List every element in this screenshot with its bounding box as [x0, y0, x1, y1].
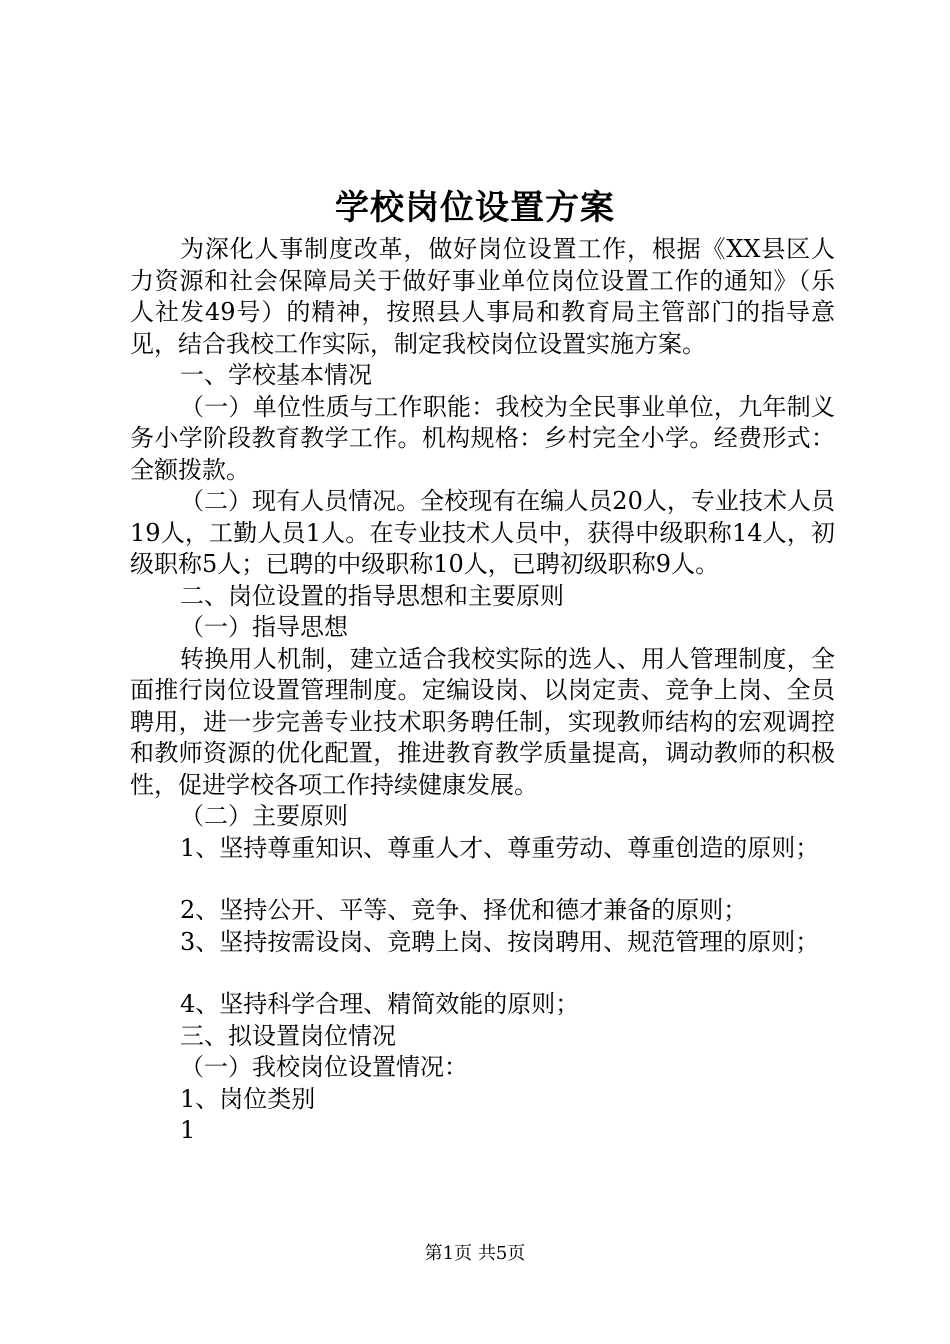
section-heading-basic-info: 一、学校基本情况 — [180, 361, 372, 389]
page-footer: 第1页 共5页 — [424, 1243, 526, 1264]
principle-item-3: 3、坚持按需设岗、竞聘上岗、按岗聘用、规范管理的原则； — [180, 927, 820, 956]
subheading-guiding-thought: （一）指导思想 — [180, 613, 348, 641]
section-heading-guiding-principles: 二、岗位设置的指导思想和主要原则 — [180, 581, 564, 610]
unit-nature-paragraph: （一）单位性质与工作职能：我校为全民事业单位，九年制义务小学阶段教育教学工作。机构规格：乡村完全小学。经费形式：全额拨款。 — [130, 392, 835, 484]
principle-item-1: 1、坚持尊重知识、尊重人才、尊重劳动、尊重创造的原则； — [180, 833, 820, 862]
position-category-item: 1、岗位类别 — [180, 1084, 316, 1113]
subheading-school-positions: （一）我校岗位设置情况： — [180, 1053, 468, 1081]
document-body — [130, 234, 835, 1147]
guiding-thought-paragraph: 转换用人机制，建立适合我校实际的选人、用人管理制度，全面推行岗位设置管理制度。定编设岗、以岗定责、竞争上岗、全员聘用，进一步完善专业技术职务聘任制，实现教师结构的宏观调控和教师资源的优化配置，推进教育教学质量提高，调动教师的积极性，促进学校各项工作持续健康发展。 — [130, 644, 835, 799]
intro-paragraph: 为深化人事制度改革，做好岗位设置工作，根据《XX县区人力资源和社会保障局关于做好事业单位岗位设置工作的通知》（乐人社发49号）的精神，按照县人事局和教育局主管部门的指导意见，结合我校工作实际，制定我校岗位设置实施方案。 — [130, 235, 835, 358]
principle-item-4: 4、坚持科学合理、精简效能的原则； — [180, 990, 580, 1018]
subheading-main-principles: （二）主要原则 — [180, 802, 348, 830]
section-heading-positions: 三、拟设置岗位情况 — [180, 1021, 396, 1050]
staff-status-paragraph: （二）现有人员情况。全校现有在编人员20人，专业技术人员19人，工勤人员1人。在专业技术人员中，获得中级职称14人，初级职称5人；已聘的中级职称10人，已聘初级职称9人。 — [130, 487, 835, 578]
principle-item-2: 2、坚持公开、平等、竞争、择优和德才兼备的原则； — [180, 896, 748, 924]
document-title: 学校岗位设置方案 — [335, 188, 615, 228]
position-category-number: 1 — [180, 1116, 196, 1144]
